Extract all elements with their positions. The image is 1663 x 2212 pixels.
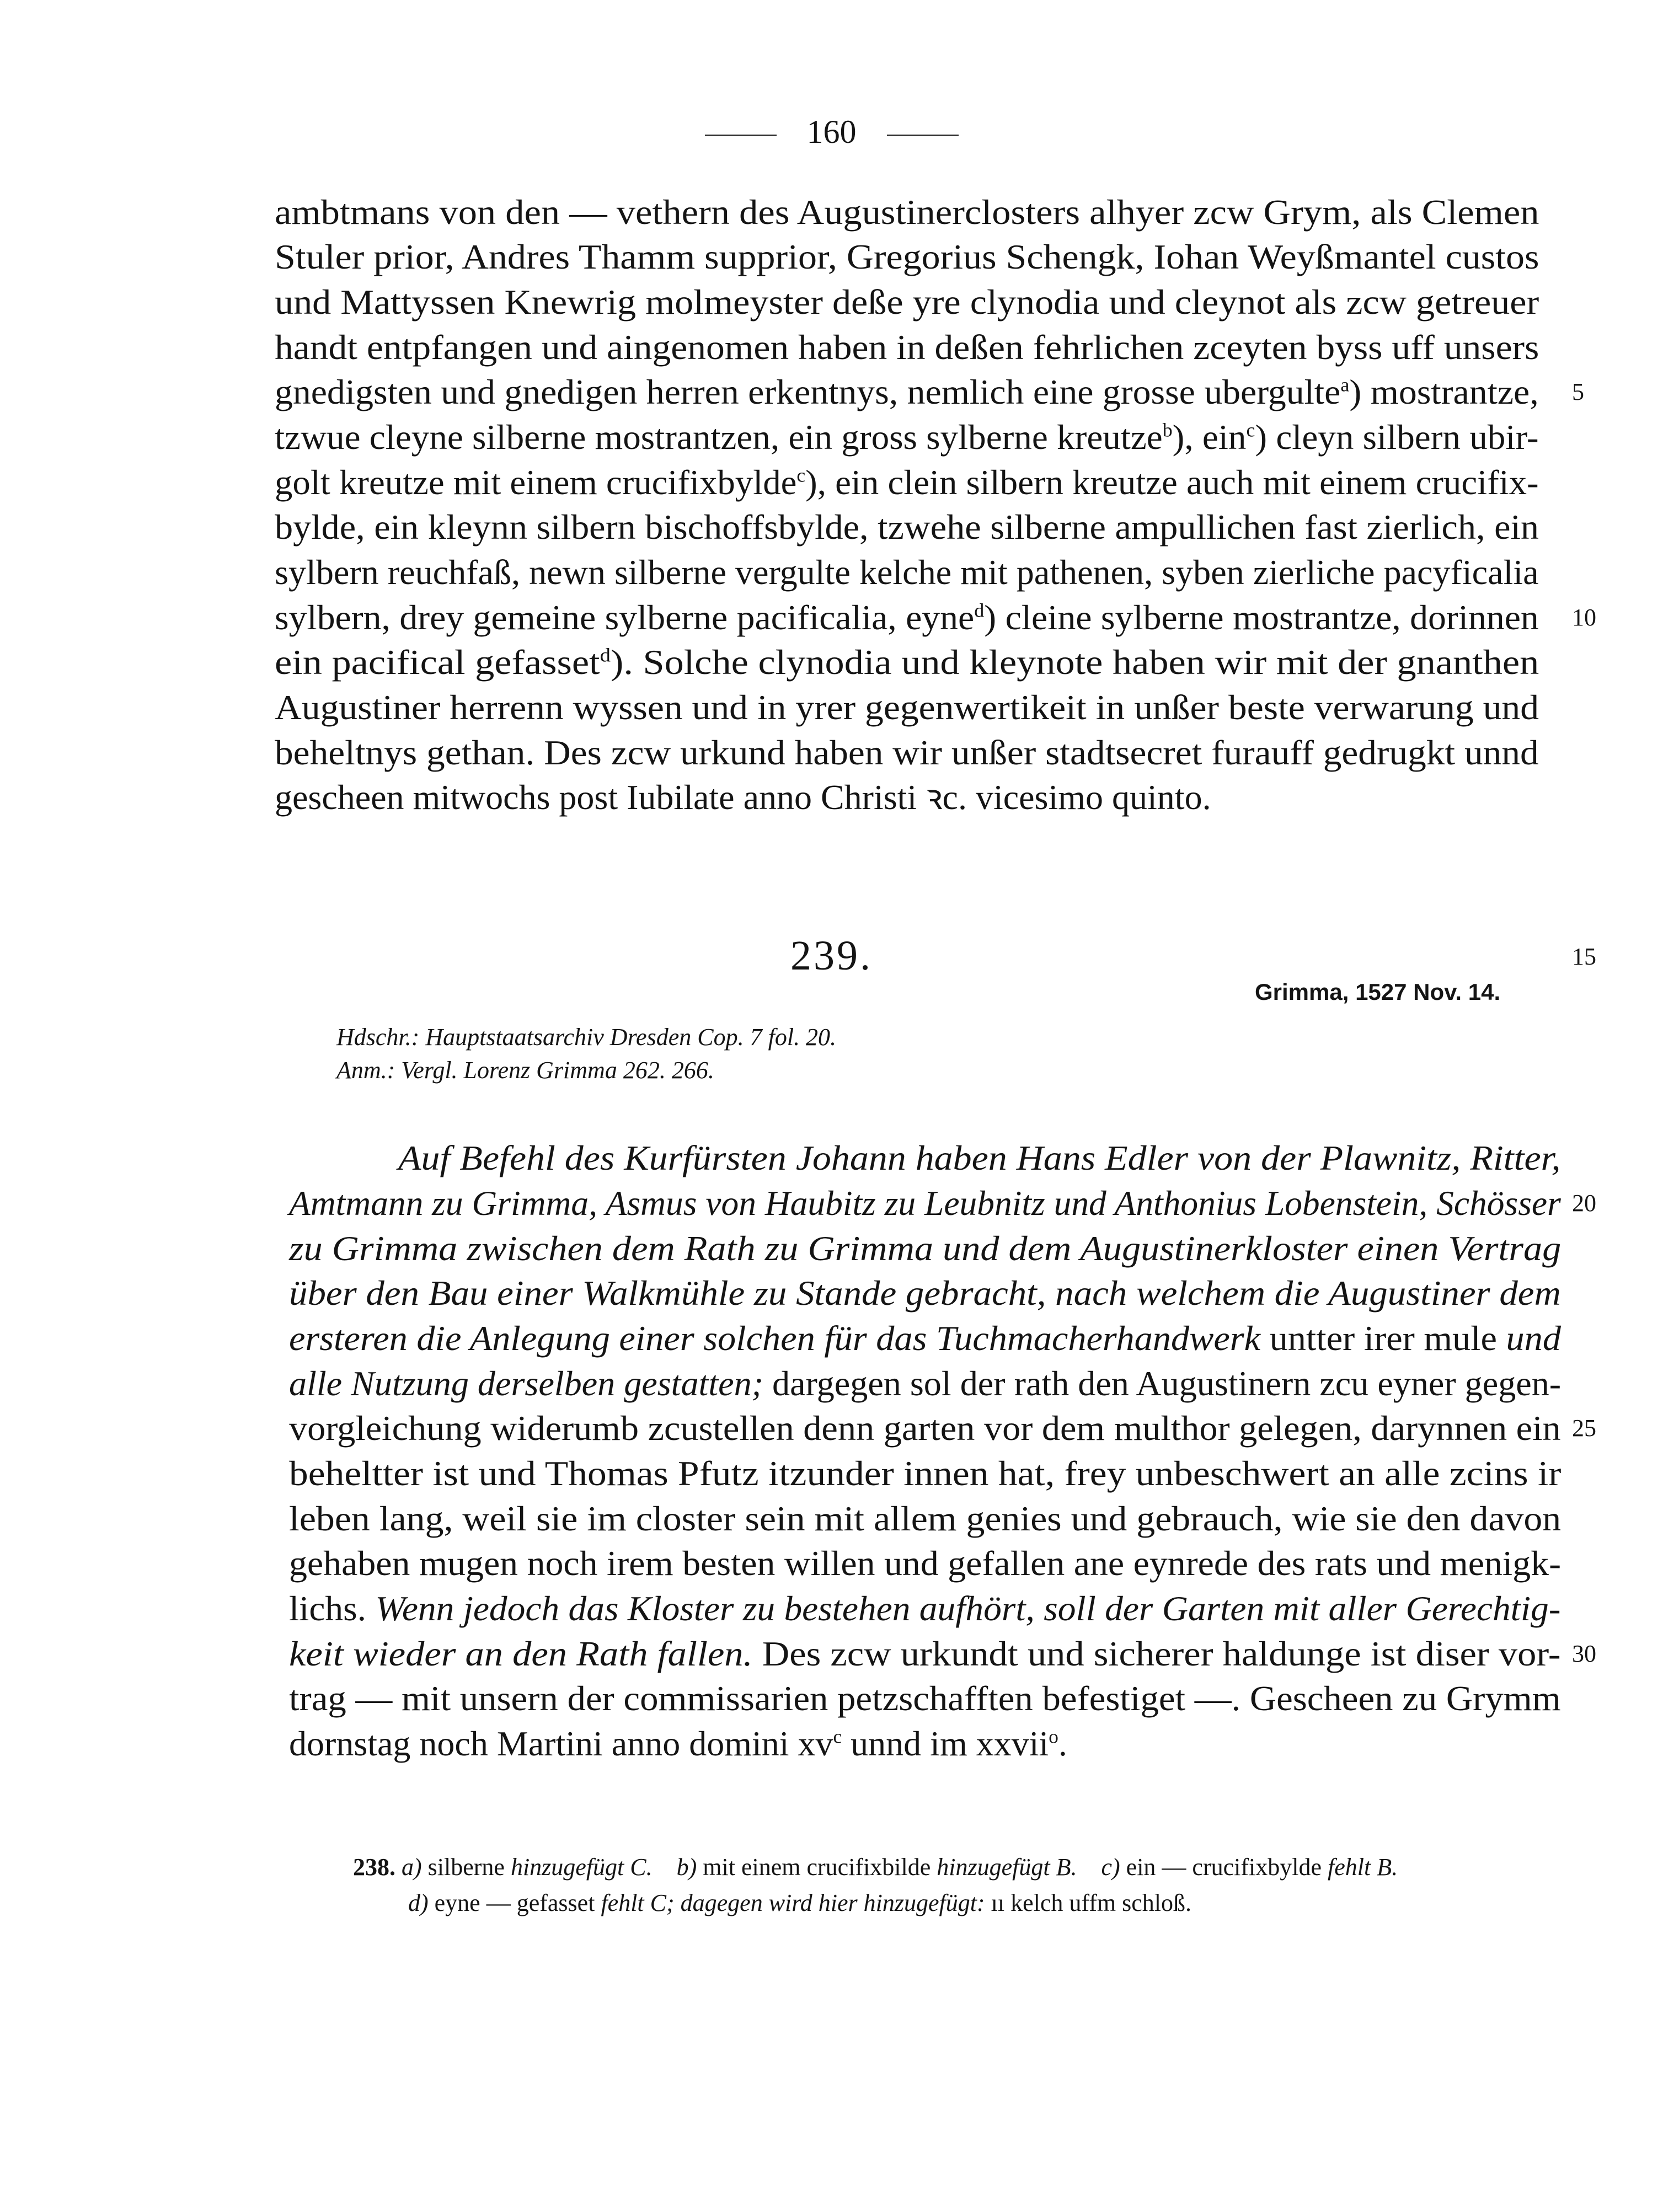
text-line: beheltnys gethan. Des zcw urkund haben wir unßer stadtsecret furauff gedrugkt unnd (275, 733, 1539, 772)
page-header (0, 113, 1663, 151)
text-line: sylbern, drey gemeine sylberne pacificalia, eyne$^d$) cleine sylberne mostrantze, dorinnen (275, 598, 1539, 637)
text-line: gehaben mugen noch irem besten willen und gefallen ane eynrede des rats und menigk- (289, 1544, 1561, 1583)
text-line: beheltter ist und Thomas Pfutz itzunder innen hat, frey unbeschwert an alle zcins ir (289, 1454, 1562, 1493)
source-manuscript: Hdschr.: Hauptstaatsarchiv Dresden Cop. 7 fol. 20. (336, 1024, 837, 1051)
place-date: Grimma, 1527 Nov. 14. (1255, 979, 1501, 1005)
page-number: 160 (806, 114, 857, 150)
text-line: bylde, ein kleynn silbern bischoffsbylde, tzwehe silberne ampullichen fast zierlich, ein (275, 507, 1539, 547)
line-number: 10 (1572, 604, 1596, 631)
text-line: gescheen mitwochs post Iubilate anno Christi ꝛc. vicesimo quinto. (275, 778, 1211, 817)
source-note: Anm.: Vergl. Lorenz Grimma 262. 266. (336, 1057, 714, 1084)
text-line: handt entpfangen und aingenomen haben in deßen fehrlichen zceyten byss uff unsers (275, 328, 1539, 367)
text-line: lichs. Wenn jedoch das Kloster zu bestehen aufhört, soll der Garten mit aller Gerechtig- (289, 1589, 1561, 1628)
text-line: Auf Befehl des Kurfürsten Johann haben Hans Edler von der Plawnitz, Ritter, (398, 1138, 1561, 1177)
line-number: 15 (1572, 943, 1596, 970)
text-line: keit wieder an den Rath fallen. Des zcw urkundt und sicherer haldunge ist diser vor- (289, 1634, 1561, 1673)
text-line: ein pacifical gefasset$^d$). Solche clynodia und kleynote haben wir mit der gnanthen (275, 642, 1539, 682)
footnote-line: d) eyne — gefasset fehlt C; dagegen wird hier hinzugefügt: ıı kelch uffm schloß. (408, 1889, 1191, 1916)
text-line: gnedigsten und gnedigen herren erkentnys, nemlich eine grosse ubergulte$^a$) mostrantze, (275, 372, 1539, 411)
header-rule-left (705, 135, 777, 136)
document-number: 239. (790, 933, 873, 979)
text-line: sylbern reuchfaß, newn silberne vergulte kelche mit pathenen, syben zierliche pacyficalia (275, 553, 1539, 592)
footnote-line: 238. a) silberne hinzugefügt C. b) mit einem crucifixbilde hinzugefügt B. c) ein — crucifixbylde fehlt B. (353, 1854, 1398, 1881)
text-line: Amtmann zu Grimma, Asmus von Haubitz zu Leubnitz und Anthonius Lobenstein, Schösser (289, 1183, 1561, 1223)
text-line: leben lang, weil sie im closter sein mit allem genies und gebrauch, wie sie den davon (289, 1499, 1562, 1538)
text-line: zu Grimma zwischen dem Rath zu Grimma und dem Augustinerkloster einen Vertrag (289, 1229, 1562, 1268)
line-number: 30 (1572, 1640, 1596, 1667)
line-number: 5 (1572, 378, 1584, 405)
text-line: ersteren die Anlegung einer solchen für das Tuchmacherhandwerk untter irer mule und (289, 1319, 1561, 1358)
text-line: und Mattyssen Knewrig molmeyster deße yre clynodia und cleynot als zcw getreuer (275, 282, 1539, 322)
text-line: Stuler prior, Andres Thamm supprior, Gregorius Schengk, Iohan Weyßmantel custos (275, 237, 1539, 276)
text-line: Augustiner herrenn wyssen und in yrer gegenwertikeit in unßer beste verwarung und (275, 688, 1539, 727)
text-line: vorgleichung widerumb zcustellen denn garten vor dem multhor gelegen, darynnen ein (289, 1408, 1561, 1448)
text-line: ambtmans von den — vethern des Augustinerclosters alhyer zcw Grym, als Clemen (275, 192, 1539, 232)
text-line: tzwue cleyne silberne mostrantzen, ein gross sylberne kreutze$^b$), ein$^c$) cleyn silbern ubir- (275, 417, 1539, 457)
text-line: über den Bau einer Walkmühle zu Stande gebracht, nach welchem die Augustiner dem (289, 1273, 1561, 1313)
text-line: golt kreutze mit einem crucifixbylde$^c$), ein clein silbern kreutze auch mit einem crucifix- (275, 463, 1539, 502)
header-rule-right (887, 135, 959, 136)
text-line: dornstag noch Martini anno domini $xv^c$ unnd im xxvii$^o$. (289, 1724, 1067, 1763)
line-number: 25 (1572, 1415, 1596, 1442)
line-number: 20 (1572, 1190, 1596, 1217)
text-line: alle Nutzung derselben gestatten; dargegen sol der rath den Augustinern zcu eyner gegen- (289, 1364, 1562, 1403)
text-line: trag — mit unsern der commissarien petzschafften befestiget —. Gescheen zu Grymm (289, 1679, 1561, 1718)
